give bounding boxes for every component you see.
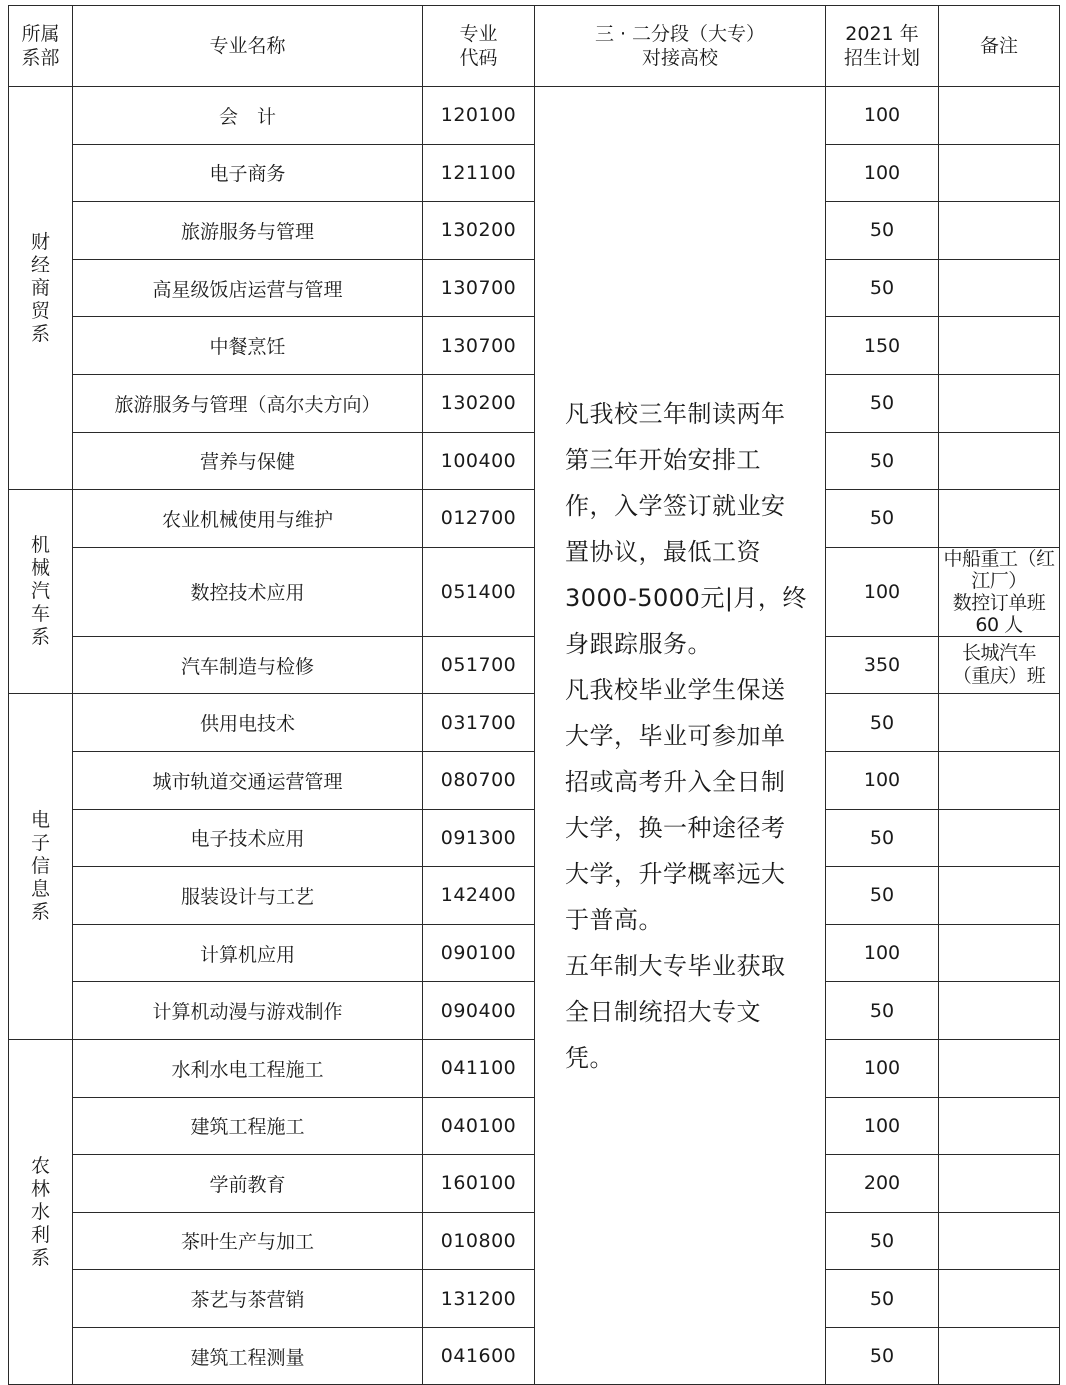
table-row xyxy=(9,1212,1060,1270)
remark-cell xyxy=(939,547,1060,636)
table-row xyxy=(9,144,1060,202)
major-name-cell: 会 计 xyxy=(73,87,423,145)
plan-cell: 100 xyxy=(826,87,939,145)
remark-cell xyxy=(939,432,1060,490)
table-row xyxy=(9,751,1060,809)
major-code-cell: 051700 xyxy=(423,636,535,694)
department-cell xyxy=(9,490,73,694)
plan-cell: 150 xyxy=(826,317,939,375)
major-name-cell: 茶叶生产与加工 xyxy=(73,1212,423,1270)
remark-line: 中船重工（红江厂） xyxy=(943,547,1055,592)
plan-cell: 100 xyxy=(826,924,939,982)
plan-cell: 100 xyxy=(826,751,939,809)
major-code-cell: 100400 xyxy=(423,432,535,490)
department-char: 贸 xyxy=(30,299,50,322)
major-name-cell: 城市轨道交通运营管理 xyxy=(73,751,423,809)
remark-cell xyxy=(939,694,1060,752)
table-row xyxy=(9,432,1060,490)
department-char: 信 xyxy=(30,855,50,878)
notes-paragraph: 凡我校三年制读两年第三年开始安排工作，入学签订就业安置协议，最低工资3000-5000元|月，终身跟踪服务。 xyxy=(565,399,807,658)
header-major: 专业名称 xyxy=(73,6,423,87)
plan-cell: 100 xyxy=(826,547,939,636)
major-name-cell: 营养与保健 xyxy=(73,432,423,490)
remark-cell xyxy=(939,87,1060,145)
plan-cell: 50 xyxy=(826,809,939,867)
header-row xyxy=(9,6,1060,87)
remark-cell xyxy=(939,924,1060,982)
department-cell xyxy=(9,87,73,490)
major-code-cell: 090400 xyxy=(423,982,535,1040)
remark-cell xyxy=(939,751,1060,809)
department-cell xyxy=(9,1039,73,1385)
major-code-cell: 130200 xyxy=(423,202,535,260)
plan-cell: 50 xyxy=(826,1270,939,1328)
department-char: 经 xyxy=(30,253,50,276)
major-code-cell: 121100 xyxy=(423,144,535,202)
remark-line: 数控订单班 60 人 xyxy=(952,591,1046,636)
major-name-cell: 服装设计与工艺 xyxy=(73,867,423,925)
table-row xyxy=(9,924,1060,982)
table-row xyxy=(9,1155,1060,1213)
major-name-cell: 中餐烹饪 xyxy=(73,317,423,375)
major-code-cell: 012700 xyxy=(423,490,535,548)
department-char: 汽 xyxy=(30,580,50,603)
plan-cell: 100 xyxy=(826,1039,939,1097)
department-char: 农 xyxy=(30,1154,50,1177)
major-name-cell: 数控技术应用 xyxy=(73,547,423,636)
major-name-cell: 水利水电工程施工 xyxy=(73,1039,423,1097)
table-row xyxy=(9,87,1060,145)
plan-cell: 100 xyxy=(826,144,939,202)
table-row xyxy=(9,982,1060,1040)
department-char: 财 xyxy=(30,230,50,253)
department-char: 水 xyxy=(30,1200,50,1223)
major-code-cell: 130200 xyxy=(423,374,535,432)
remark-cell xyxy=(939,1327,1060,1385)
plan-cell: 350 xyxy=(826,636,939,694)
table-row xyxy=(9,317,1060,375)
department-char: 林 xyxy=(30,1177,50,1200)
major-code-cell: 080700 xyxy=(423,751,535,809)
table-row xyxy=(9,202,1060,260)
header-plan: 2021 年 招生计划 xyxy=(826,6,939,87)
table-row xyxy=(9,867,1060,925)
major-name-cell: 汽车制造与检修 xyxy=(73,636,423,694)
table-row xyxy=(9,259,1060,317)
notes-paragraph: 凡我校毕业学生保送大学，毕业可参加单招或高考升入全日制大学，换一种途径考大学，升学概率远大于普高。 xyxy=(565,675,786,934)
remark-cell xyxy=(939,1155,1060,1213)
major-name-cell: 电子商务 xyxy=(73,144,423,202)
major-name-cell: 旅游服务与管理（高尔夫方向） xyxy=(73,374,423,432)
department-char: 系 xyxy=(30,322,50,345)
plan-cell: 200 xyxy=(826,1155,939,1213)
plan-cell: 50 xyxy=(826,982,939,1040)
plan-cell: 50 xyxy=(826,694,939,752)
header-partner: 三 · 二分段（大专） 对接高校 xyxy=(535,6,826,87)
major-name-cell: 高星级饭店运营与管理 xyxy=(73,259,423,317)
department-char: 利 xyxy=(30,1223,50,1246)
major-code-cell: 120100 xyxy=(423,87,535,145)
department-cell xyxy=(9,694,73,1040)
plan-cell: 50 xyxy=(826,374,939,432)
table-row xyxy=(9,374,1060,432)
department-char: 械 xyxy=(30,557,50,580)
table-row xyxy=(9,809,1060,867)
enrollment-table xyxy=(8,5,1060,1385)
major-name-cell: 供用电技术 xyxy=(73,694,423,752)
major-code-cell: 010800 xyxy=(423,1212,535,1270)
partner-notes-cell xyxy=(535,87,826,1385)
major-code-cell: 130700 xyxy=(423,259,535,317)
remark-cell xyxy=(939,317,1060,375)
major-code-cell: 131200 xyxy=(423,1270,535,1328)
remark-cell xyxy=(939,490,1060,548)
remark-line: 长城汽车 xyxy=(961,642,1036,665)
major-name-cell: 计算机应用 xyxy=(73,924,423,982)
plan-cell: 50 xyxy=(826,867,939,925)
plan-cell: 50 xyxy=(826,1327,939,1385)
major-name-cell: 学前教育 xyxy=(73,1155,423,1213)
notes-paragraph: 五年制大专毕业获取全日制统招大专文凭。 xyxy=(565,951,786,1072)
major-name-cell: 旅游服务与管理 xyxy=(73,202,423,260)
major-code-cell: 130700 xyxy=(423,317,535,375)
remark-cell xyxy=(939,259,1060,317)
major-name-cell: 茶艺与茶营销 xyxy=(73,1270,423,1328)
major-name-cell: 建筑工程测量 xyxy=(73,1327,423,1385)
department-char: 子 xyxy=(30,832,50,855)
department-char: 系 xyxy=(30,626,50,649)
major-code-cell: 041600 xyxy=(423,1327,535,1385)
plan-cell: 50 xyxy=(826,490,939,548)
department-char: 车 xyxy=(30,603,50,626)
remark-cell xyxy=(939,202,1060,260)
remark-cell xyxy=(939,867,1060,925)
major-code-cell: 091300 xyxy=(423,809,535,867)
table-row xyxy=(9,1039,1060,1097)
major-code-cell: 041100 xyxy=(423,1039,535,1097)
plan-cell: 50 xyxy=(826,1212,939,1270)
major-name-cell: 建筑工程施工 xyxy=(73,1097,423,1155)
table-row xyxy=(9,636,1060,694)
remark-cell xyxy=(939,636,1060,694)
major-code-cell: 160100 xyxy=(423,1155,535,1213)
plan-cell: 100 xyxy=(826,1097,939,1155)
remark-line: （重庆）班 xyxy=(952,665,1046,688)
department-char: 系 xyxy=(30,901,50,924)
major-name-cell: 农业机械使用与维护 xyxy=(73,490,423,548)
department-char: 商 xyxy=(30,276,50,299)
remark-cell xyxy=(939,144,1060,202)
remark-cell xyxy=(939,1270,1060,1328)
table-row xyxy=(9,547,1060,636)
major-code-cell: 142400 xyxy=(423,867,535,925)
department-char: 系 xyxy=(30,1246,50,1269)
header-remark: 备注 xyxy=(939,6,1060,87)
remark-cell xyxy=(939,1039,1060,1097)
plan-cell: 50 xyxy=(826,432,939,490)
remark-cell xyxy=(939,1097,1060,1155)
remark-cell xyxy=(939,374,1060,432)
major-code-cell: 040100 xyxy=(423,1097,535,1155)
major-code-cell: 031700 xyxy=(423,694,535,752)
major-code-cell: 051400 xyxy=(423,547,535,636)
table-row xyxy=(9,1097,1060,1155)
table-row xyxy=(9,694,1060,752)
major-name-cell: 计算机动漫与游戏制作 xyxy=(73,982,423,1040)
plan-cell: 50 xyxy=(826,259,939,317)
major-code-cell: 090100 xyxy=(423,924,535,982)
header-code: 专业 代码 xyxy=(423,6,535,87)
remark-cell xyxy=(939,982,1060,1040)
plan-cell: 50 xyxy=(826,202,939,260)
department-char: 电 xyxy=(30,809,50,832)
department-char: 机 xyxy=(30,534,50,557)
table-row xyxy=(9,490,1060,548)
header-dept: 所属 系部 xyxy=(9,6,73,87)
remark-cell xyxy=(939,1212,1060,1270)
major-name-cell: 电子技术应用 xyxy=(73,809,423,867)
department-char: 息 xyxy=(30,878,50,901)
remark-cell xyxy=(939,809,1060,867)
table-row xyxy=(9,1327,1060,1385)
table-row xyxy=(9,1270,1060,1328)
